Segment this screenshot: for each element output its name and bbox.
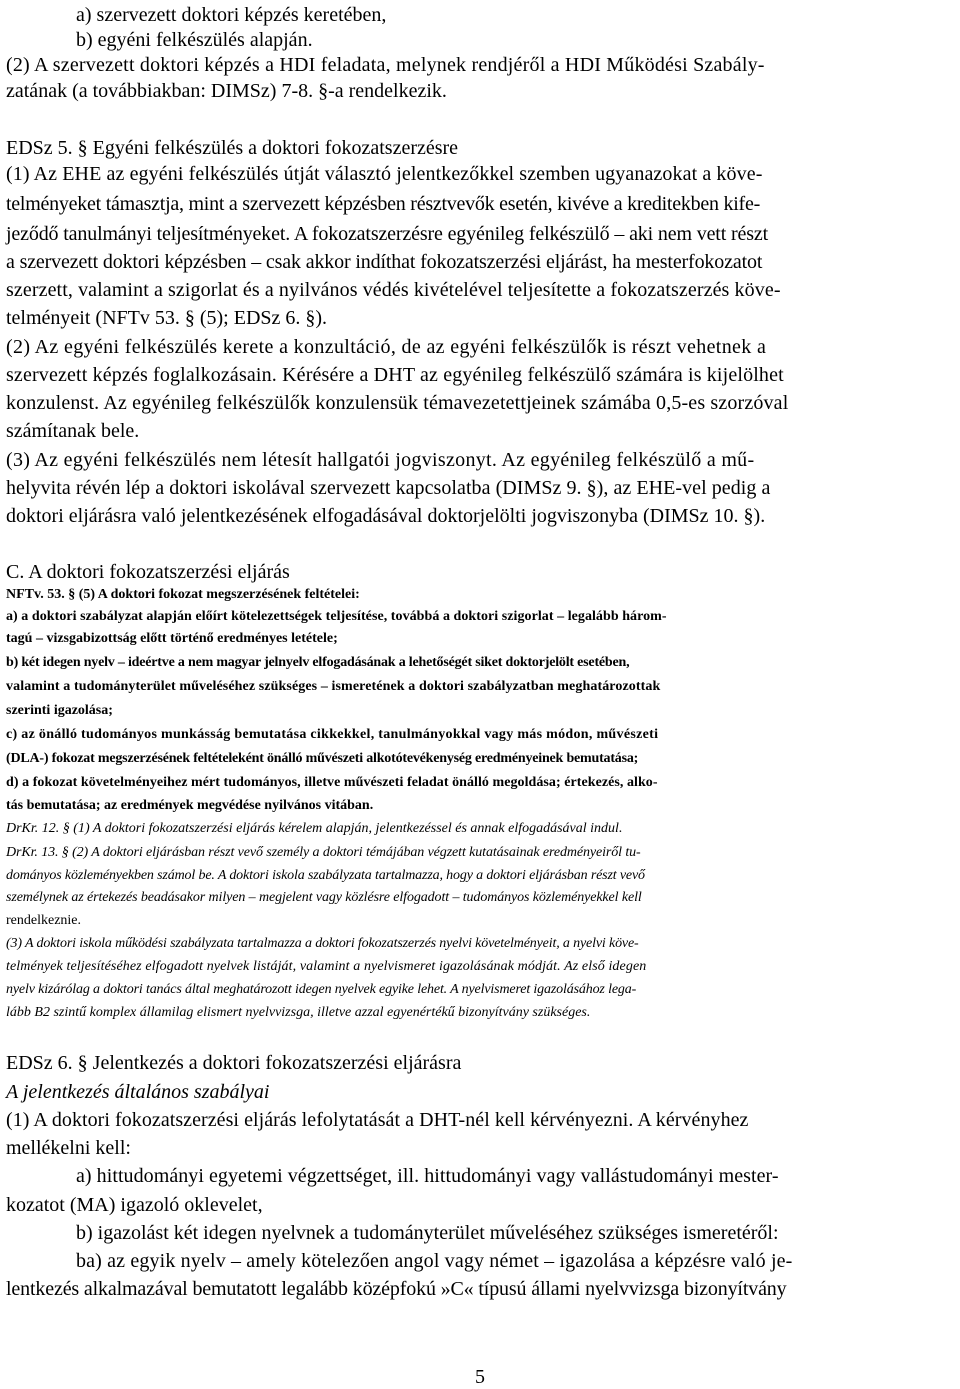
text-line: (1) A doktori fokozatszerzési eljárás lefolytatását a DHT-nél kell kérvényezni. A kérvényhez [6, 1109, 749, 1131]
text-line: a szervezett doktori képzésben – csak akkor indíthat fokozatszerzési eljárást, ha mesterfokozatot [6, 251, 763, 273]
law-line: b) két idegen nyelv – ideértve a nem magyar jelnyelv elfogadásának a lehetőségét siket doktorjelölt esetében, [6, 655, 630, 670]
law-line: tás bemutatása; az eredmények megvédése nyilvános vitában. [6, 798, 374, 813]
law-line: tagú – vizsgabizottság előtt történő eredményes letétele; [6, 631, 338, 646]
text-line: ba) az egyik nyelv – amely kötelezően angol vagy német – igazolása a képzésre való je- [76, 1250, 793, 1272]
law-line: (DLA-) fokozat megszerzésének feltételeként önálló művészeti alkotótevékenység eredményeinek bemutatása; [6, 751, 639, 766]
regulation-line: (3) A doktori iskola működési szabályzata tartalmazza a doktori fokozatszerzés nyelvi követelményeit, a nyelvi köve- [6, 936, 639, 951]
text-line: kozatot (MA) igazoló oklevelet, [6, 1194, 263, 1216]
regulation-line: nyelv kizárólag a doktori tanács által meghatározott idegen nyelvek egyike lehet. A nyelvismeret igazolásához lega- [6, 982, 637, 997]
law-line: c) az önálló tudományos munkásság bemutatása cikkekkel, tanulmányokkal vagy más módon, művészeti [6, 727, 659, 742]
law-line: a) a doktori szabályzat alapján előírt kötelezettségek teljesítése, továbbá a doktori szigorlat – legalább három- [6, 609, 667, 624]
regulation-line: lább B2 szintű komplex államilag elismert nyelvvizsga, illetve azzal egyenértékű bizonyítvány szükséges. [6, 1005, 591, 1020]
regulation-line: DrKr. 13. § (2) A doktori eljárásban részt vevő személy a doktori témájában végzett kutatásainak eredményeiről tu- [6, 845, 641, 860]
text-line-b-item: b) egyéni felkészülés alapján. [76, 29, 313, 51]
text-line: (1) Az EHE az egyéni felkészülés útját választó jelentkezőkkel szemben ugyanazokat a köve- [6, 163, 763, 185]
text-line: lentkezés alkalmazával bemutatott legalább középfokú »C« típusú állami nyelvvizsga bizonyítvány [6, 1278, 787, 1300]
text-line: telményeit (NFTv 53. § (5); EDSz 6. §). [6, 307, 328, 329]
text-line: helyvita révén lép a doktori iskolával szervezett kapcsolatba (DIMSz 9. §), az EHE-vel pedig a [6, 477, 771, 499]
text-line-para2-1: (2) A szervezett doktori képzés a HDI feladata, melynek rendjéről a HDI Működési Szabály- [6, 54, 765, 76]
law-line: d) a fokozat követelményeihez mért tudományos, illetve művészeti feladat önálló megoldása; értekezés, alko- [6, 775, 658, 790]
text-line: telményeket támasztja, mint a szervezett képzésben résztvevők esetén, kivéve a kreditekben kife- [6, 193, 760, 215]
text-line: (3) Az egyéni felkészülés nem létesít hallgatói jogviszonyt. Az egyénileg felkészülő a mű- [6, 449, 755, 471]
law-line: szerinti igazolása; [6, 703, 113, 718]
regulation-line: telmények teljesítéséhez elfogadott nyelvek listáját, valamint a nyelvismeret igazolásának módját. Az első idegen [6, 959, 647, 974]
text-line: a) hittudományi egyetemi végzettséget, ill. hittudományi vagy vallástudományi mester- [76, 1165, 779, 1187]
regulation-line: személynek az értekezés beadásakor milyen – megjelent vagy közlésre elfogadott – tudományos közleményekkel kell [6, 890, 642, 905]
text-line: doktori eljárásra való jelentkezésének elfogadásával doktorjelölti jogviszonyba (DIMSz 10. §). [6, 505, 766, 527]
text-line-para2-2: zatának (a továbbiakban: DIMSz) 7-8. §-a rendelkezik. [6, 80, 447, 102]
section-heading-edsz5: EDSz 5. § Egyéni felkészülés a doktori fokozatszerzésre [6, 137, 459, 159]
text-line: szerzett, valamint a szigorlat és a nyilvános védés kivételével teljesítette a fokozatszerzés köve- [6, 279, 781, 301]
law-citation-heading: NFTv. 53. § (5) A doktori fokozat megszerzésének feltételei: [6, 587, 360, 602]
text-line: szervezett képzés foglalkozásain. Kérésére a DHT az egyénileg felkészülő számára is kijelölhet [6, 364, 784, 386]
text-line: konzulenst. Az egyénileg felkészülők konzulensük témavezetettjeinek számába 0,5-es szorzóval [6, 392, 789, 414]
regulation-line: rendelkeznie. [6, 913, 82, 928]
text-line: b) igazolást két idegen nyelvnek a tudományterület műveléséhez szükséges ismeretéről: [76, 1222, 779, 1244]
regulation-line: DrKr. 12. § (1) A doktori fokozatszerzési eljárás kérelem alapján, jelentkezéssel és annak elfogadásával indul. [6, 821, 623, 836]
section-heading-edsz6: EDSz 6. § Jelentkezés a doktori fokozatszerzési eljárásra [6, 1052, 462, 1074]
regulation-line: dományos közleményekben számol be. A doktori iskola szabályzata tartalmazza, hogy a doktori eljárásban részt vevő [6, 868, 645, 883]
text-line: jeződő tanulmányi teljesítményeket. A fokozatszerzésre egyénileg felkészülő – aki nem vett részt [6, 223, 768, 245]
page-number: 5 [475, 1366, 485, 1388]
text-line: (2) Az egyéni felkészülés kerete a konzultáció, de az egyéni felkészülők is részt vehetnek a [6, 336, 767, 358]
subheading-general-rules: A jelentkezés általános szabályai [6, 1081, 270, 1103]
text-line-a-item: a) szervezett doktori képzés keretében, [76, 4, 387, 26]
text-line: számítanak bele. [6, 420, 140, 442]
law-line: valamint a tudományterület műveléséhez szükséges – ismeretének a doktori szabályzatban meghatározottak [6, 679, 661, 694]
section-heading-c: C. A doktori fokozatszerzési eljárás [6, 561, 290, 583]
text-line: mellékelni kell: [6, 1137, 131, 1159]
